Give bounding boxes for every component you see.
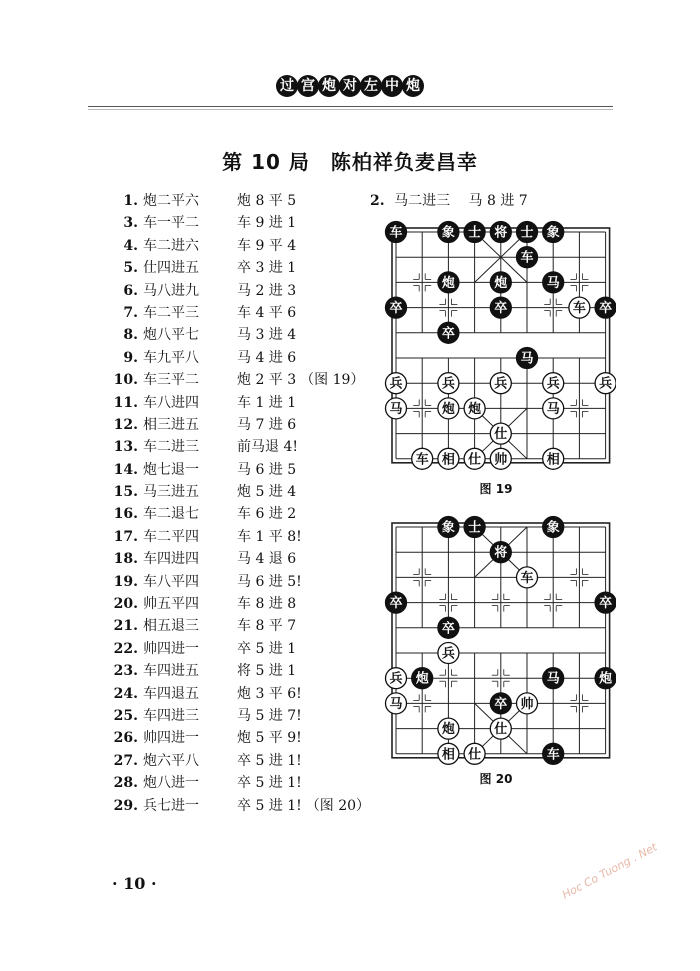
- black-piece: [543, 517, 564, 538]
- black-piece: [386, 297, 407, 318]
- black-piece: [438, 517, 459, 538]
- move-red: 炮六平八: [143, 752, 199, 769]
- move-red: 兵七进一: [143, 797, 199, 814]
- move-row: [112, 280, 370, 302]
- move-black: 车 9 平 4: [237, 237, 297, 254]
- move-red: 仕四进五: [143, 260, 199, 277]
- move-red: 炮七退一: [143, 461, 199, 478]
- move-number: 18.: [113, 551, 138, 568]
- page-number: · 10 ·: [112, 874, 157, 893]
- move-red: 马八进九: [143, 282, 199, 299]
- move-red: 马二进三: [394, 193, 451, 209]
- piece-label: 兵: [494, 376, 508, 392]
- move-number: 12.: [113, 416, 138, 433]
- chapter-header: [276, 75, 424, 101]
- piece-label: 炮: [599, 671, 613, 687]
- piece-label: 卒: [599, 301, 613, 317]
- move-number: 29.: [113, 797, 138, 814]
- move-number: 17.: [113, 528, 138, 545]
- piece-label: 士: [468, 520, 482, 536]
- red-piece: [386, 398, 407, 419]
- move-black: 马 8 进 7: [468, 193, 528, 209]
- header-rule: [88, 106, 613, 107]
- black-piece: [438, 272, 459, 293]
- move-row: [112, 526, 370, 548]
- move-number: 22.: [113, 640, 138, 657]
- move-row: [112, 369, 370, 391]
- move-number: 15.: [113, 484, 138, 501]
- piece-label: 士: [468, 225, 482, 241]
- move-black: 炮 5 进 4: [237, 484, 297, 501]
- move-row: [112, 660, 370, 682]
- move-row: [112, 436, 370, 458]
- move-black: 马 7 进 6: [237, 416, 297, 433]
- piece-label: 炮: [441, 722, 455, 738]
- move-row: [112, 235, 370, 257]
- move-number: 10.: [113, 372, 138, 389]
- move-red: 车四进四: [143, 551, 199, 568]
- piece-label: 兵: [599, 376, 613, 392]
- move-black: 炮 5 平 9!: [237, 730, 302, 747]
- move-row: [112, 593, 370, 615]
- red-piece: [438, 743, 459, 764]
- piece-label: 车: [572, 301, 586, 317]
- piece-label: 兵: [389, 376, 403, 392]
- move-number: 2.: [370, 193, 385, 209]
- move-number: 5.: [123, 260, 138, 277]
- red-piece: [464, 743, 485, 764]
- header-char: 宫: [297, 75, 319, 97]
- red-piece: [543, 448, 564, 469]
- piece-label: 兵: [441, 376, 455, 392]
- header-char: 炮: [402, 75, 424, 97]
- header-char: 对: [339, 75, 361, 97]
- move-number: 6.: [123, 282, 138, 299]
- piece-label: 车: [546, 747, 560, 763]
- move-red: 帅四进一: [143, 640, 199, 657]
- move-red: 马三进五: [143, 484, 199, 501]
- watermark: Hoc Co Tuong . Net: [560, 840, 660, 902]
- move-black: 卒 5 进 1!: [237, 752, 302, 769]
- piece-label: 车: [520, 570, 534, 586]
- move-black: 车 8 进 8: [237, 596, 297, 613]
- move-red: 帅五平四: [143, 596, 199, 613]
- move-red: 车四退五: [143, 685, 199, 702]
- header-char: 中: [381, 75, 403, 97]
- move-row: [112, 212, 370, 234]
- black-piece: [490, 272, 511, 293]
- black-piece: [464, 517, 485, 538]
- black-piece: [438, 617, 459, 638]
- move-row: [112, 727, 370, 749]
- header-char: 过: [276, 75, 298, 97]
- move-row: [112, 571, 370, 593]
- piece-label: 卒: [389, 596, 403, 612]
- move-row: [112, 414, 370, 436]
- move-black: 车 9 进 1: [237, 215, 297, 232]
- piece-label: 仕: [468, 452, 482, 468]
- piece-label: 卒: [389, 301, 403, 317]
- piece-label: 马: [389, 696, 403, 712]
- black-piece: [595, 668, 616, 689]
- move-black: 车 8 平 7: [237, 618, 297, 635]
- move-red: 炮八平七: [143, 327, 199, 344]
- move-red: 车二平三: [143, 304, 199, 321]
- piece-label: 象: [546, 225, 560, 241]
- red-piece: [386, 693, 407, 714]
- move-number: 7.: [123, 304, 138, 321]
- move-row: [112, 795, 370, 817]
- move-black: 车 1 平 8!: [237, 528, 302, 545]
- move-number: 25.: [113, 707, 138, 724]
- move-red: 车四进三: [143, 707, 199, 724]
- move-number: 21.: [113, 618, 138, 635]
- red-piece: [490, 373, 511, 394]
- piece-label: 兵: [546, 376, 560, 392]
- move-row: [112, 750, 370, 772]
- black-piece: [386, 222, 407, 243]
- header-char: 炮: [318, 75, 340, 97]
- black-piece: [543, 668, 564, 689]
- red-piece: [386, 373, 407, 394]
- board-diagram-19: [376, 218, 616, 476]
- diagram-caption-19: 图 19: [479, 482, 513, 496]
- black-piece: [490, 693, 511, 714]
- piece-label: 马: [546, 401, 560, 417]
- black-piece: [438, 322, 459, 343]
- move-black: 马 2 进 3: [237, 282, 297, 299]
- black-piece: [517, 247, 538, 268]
- move-red: 车一平二: [143, 215, 199, 232]
- piece-label: 仕: [494, 722, 508, 738]
- piece-label: 炮: [415, 671, 429, 687]
- move-red: 车三平二: [143, 372, 199, 389]
- piece-label: 马: [546, 275, 560, 291]
- move-red: 车八平四: [143, 573, 199, 590]
- move-number: 11.: [113, 394, 138, 411]
- move-red: 帅四进一: [143, 730, 199, 747]
- black-piece: [490, 542, 511, 563]
- move-row: [112, 705, 370, 727]
- piece-label: 卒: [494, 696, 508, 712]
- diagram-caption-20: 图 20: [479, 772, 513, 786]
- piece-label: 帅: [494, 452, 508, 468]
- move-row: [112, 257, 370, 279]
- move-red: 车八进四: [143, 394, 199, 411]
- piece-label: 车: [389, 225, 403, 241]
- piece-label: 炮: [441, 401, 455, 417]
- red-piece: [543, 373, 564, 394]
- move-row: [112, 615, 370, 637]
- move-red: 车九平八: [143, 349, 199, 366]
- black-piece: [386, 592, 407, 613]
- piece-label: 卒: [494, 301, 508, 317]
- move-black: 炮 8 平 5: [237, 193, 297, 209]
- move-black: 车 4 平 6: [237, 304, 297, 321]
- piece-label: 象: [441, 520, 455, 536]
- move-row: [112, 683, 370, 705]
- move-row: [112, 638, 370, 660]
- piece-label: 相: [441, 747, 455, 763]
- red-piece: [517, 567, 538, 588]
- red-piece: [438, 448, 459, 469]
- move-black: 卒 5 进 1!: [237, 775, 302, 792]
- move-number: 23.: [113, 663, 138, 680]
- move-black: 车 6 进 2: [237, 506, 297, 523]
- piece-label: 卒: [599, 596, 613, 612]
- piece-label: 车: [415, 452, 429, 468]
- piece-label: 将: [494, 225, 508, 241]
- move-red: 相五退三: [143, 618, 199, 635]
- red-piece: [543, 398, 564, 419]
- black-piece: [517, 348, 538, 369]
- move-number: 1.: [123, 193, 138, 209]
- move-black: 将 5 进 1: [237, 663, 297, 680]
- move-black: 马 5 进 7!: [237, 707, 302, 724]
- move-red: 相三进五: [143, 416, 199, 433]
- move-black: 马 6 进 5!: [237, 573, 302, 590]
- piece-label: 马: [546, 671, 560, 687]
- red-piece: [438, 398, 459, 419]
- move-black: 前马退 4!: [237, 439, 298, 456]
- move-list: [112, 190, 370, 817]
- move-number: 14.: [113, 461, 138, 478]
- piece-label: 相: [546, 452, 560, 468]
- red-piece: [490, 423, 511, 444]
- piece-label: 将: [494, 545, 508, 561]
- move-black: 炮 3 平 6!: [237, 685, 302, 702]
- piece-label: 卒: [441, 326, 455, 342]
- move-black: 卒 5 进 1: [237, 640, 297, 657]
- black-piece: [464, 222, 485, 243]
- red-piece: [438, 643, 459, 664]
- header-rule-thin: [88, 109, 613, 110]
- move-row: [112, 548, 370, 570]
- move-row: [112, 392, 370, 414]
- move-row-2: [370, 190, 528, 212]
- move-black: 马 6 进 5: [237, 461, 297, 478]
- move-number: 3.: [123, 215, 138, 232]
- move-number: 24.: [113, 685, 138, 702]
- black-piece: [543, 222, 564, 243]
- move-number: 13.: [113, 439, 138, 456]
- xiangqi-board: [376, 513, 616, 771]
- red-piece: [386, 668, 407, 689]
- move-number: 28.: [113, 775, 138, 792]
- move-number: 27.: [113, 752, 138, 769]
- move-red: 炮二平六: [143, 193, 199, 209]
- move-row: [112, 772, 370, 794]
- black-piece: [543, 272, 564, 293]
- piece-label: 炮: [494, 275, 508, 291]
- move-black: 炮 2 平 3: [237, 372, 297, 389]
- black-piece: [438, 222, 459, 243]
- red-piece: [464, 398, 485, 419]
- move-red: 车四进五: [143, 663, 199, 680]
- red-piece: [490, 448, 511, 469]
- move-row: [112, 459, 370, 481]
- move-number: 16.: [113, 506, 138, 523]
- move-black: 马 3 进 4: [237, 327, 297, 344]
- move-red: 车二进三: [143, 439, 199, 456]
- red-piece: [595, 373, 616, 394]
- red-piece: [412, 448, 433, 469]
- move-row: [112, 324, 370, 346]
- piece-label: 仕: [494, 427, 508, 443]
- move-red: 车二退七: [143, 506, 199, 523]
- red-piece: [438, 373, 459, 394]
- header-char: 左: [360, 75, 382, 97]
- piece-label: 炮: [468, 401, 482, 417]
- piece-label: 象: [546, 520, 560, 536]
- game-title: 第 10 局 陈柏祥负麦昌幸: [222, 150, 478, 174]
- black-piece: [517, 222, 538, 243]
- black-piece: [543, 743, 564, 764]
- red-piece: [517, 693, 538, 714]
- piece-label: 兵: [441, 646, 455, 662]
- move-row: [112, 481, 370, 503]
- black-piece: [595, 592, 616, 613]
- move-row: [112, 302, 370, 324]
- red-piece: [464, 448, 485, 469]
- piece-label: 士: [520, 225, 534, 241]
- move-red: 车二平四: [143, 528, 199, 545]
- black-piece: [412, 668, 433, 689]
- red-piece: [438, 718, 459, 739]
- red-piece: [490, 718, 511, 739]
- piece-label: 兵: [389, 671, 403, 687]
- move-number: 20.: [113, 596, 138, 613]
- move-black: 卒 3 进 1: [237, 260, 297, 277]
- move-red: 车二进六: [143, 237, 199, 254]
- board-diagram-20: [376, 513, 616, 771]
- move-row: [112, 503, 370, 525]
- piece-label: 车: [520, 250, 534, 266]
- move-black: 卒 5 进 1!: [237, 797, 302, 814]
- red-piece: [569, 297, 590, 318]
- black-piece: [595, 297, 616, 318]
- move-row: [112, 190, 370, 212]
- piece-label: 仕: [468, 747, 482, 763]
- piece-label: 马: [520, 351, 534, 367]
- move-red: 炮八进一: [143, 775, 199, 792]
- piece-label: 卒: [441, 621, 455, 637]
- black-piece: [490, 222, 511, 243]
- move-number: 26.: [113, 730, 138, 747]
- move-number: 8.: [123, 327, 138, 344]
- move-number: 19.: [113, 573, 138, 590]
- black-piece: [490, 297, 511, 318]
- move-number: 9.: [123, 349, 138, 366]
- move-note: （图 20）: [305, 797, 371, 814]
- move-black: 马 4 进 6: [237, 349, 297, 366]
- move-black: 马 4 退 6: [237, 551, 297, 568]
- move-black: 车 1 进 1: [237, 394, 297, 411]
- xiangqi-board: [376, 218, 616, 476]
- piece-label: 象: [441, 225, 455, 241]
- piece-label: 马: [389, 401, 403, 417]
- move-number: 4.: [123, 237, 138, 254]
- move-note: （图 19）: [300, 372, 365, 389]
- piece-label: 炮: [441, 275, 455, 291]
- move-row: [112, 347, 370, 369]
- piece-label: 帅: [520, 696, 534, 712]
- piece-label: 相: [441, 452, 455, 468]
